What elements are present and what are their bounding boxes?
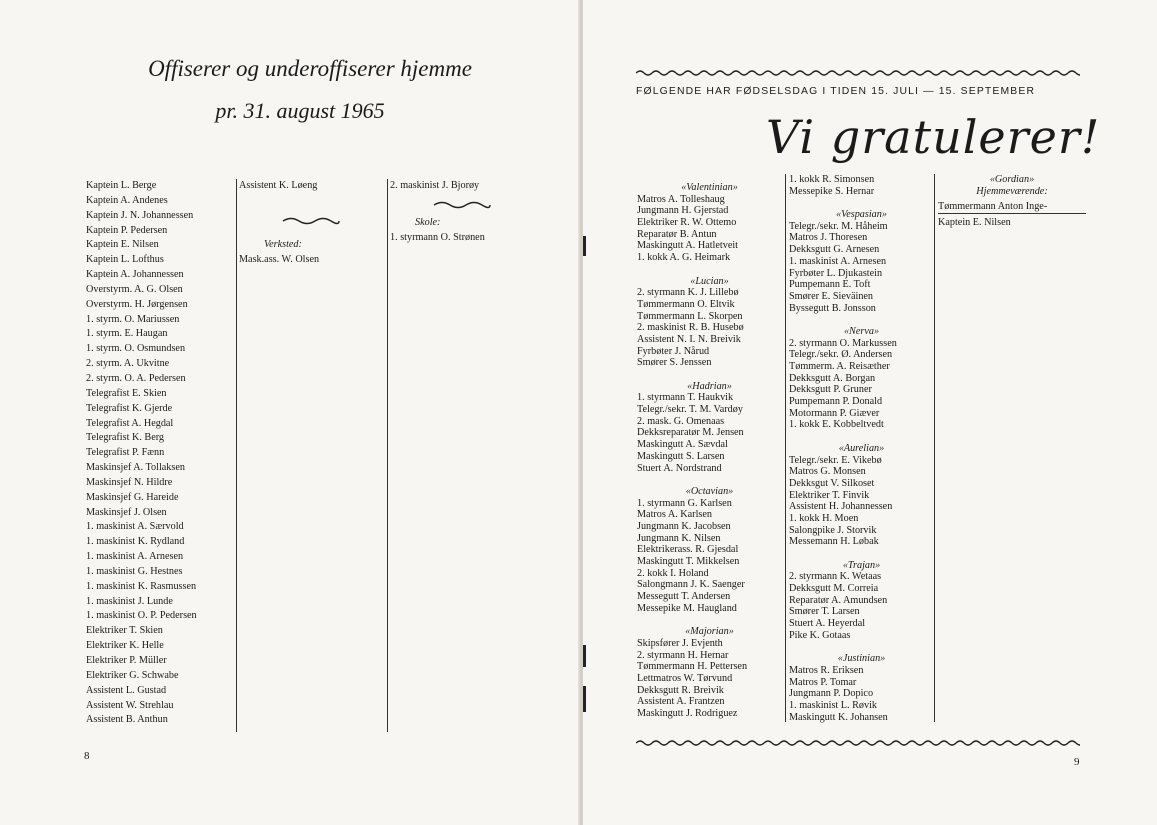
list-item: 2. styrmann O. Markussen bbox=[789, 337, 897, 349]
list-item: Assistent K. Løeng bbox=[239, 180, 318, 191]
ship-name: «Valentinian» bbox=[681, 182, 738, 193]
list-item: 2. styrmann K. Wetaas bbox=[789, 571, 882, 583]
birthday-heading: FØLGENDE HAR FØDSELSDAG I TIDEN 15. JULI — 15. SEPTEMBER bbox=[636, 86, 1036, 97]
list-item: Tømmermann O. Eltvik bbox=[637, 298, 735, 310]
list-item: Lettmatros W. Tørvund bbox=[637, 672, 733, 684]
list-item: 1. maskinist L. Røvik bbox=[789, 699, 878, 711]
list-item: 1. maskinist A. Arnesen bbox=[789, 255, 887, 267]
list-item: Reparatør A. Amundsen bbox=[789, 594, 888, 606]
list-item: Matros A. Karlsen bbox=[637, 509, 712, 521]
list-item: 1. kokk E. Kobbeltvedt bbox=[789, 419, 884, 431]
list-item: 1. kokk H. Moen bbox=[789, 512, 859, 524]
ship-name: «Hadrian» bbox=[687, 380, 732, 392]
list-item: 2. styrmann K. J. Lillebø bbox=[637, 287, 739, 299]
margin-mark bbox=[583, 686, 586, 712]
bottom-ornament-rule bbox=[636, 734, 1080, 742]
list-item: Kaptein L. Berge bbox=[86, 180, 157, 191]
ship-name: «Justinian» bbox=[837, 653, 886, 665]
list-item: Elektriker G. Schwabe bbox=[86, 669, 179, 681]
list-item: Telegr./sekr. T. M. Vardøy bbox=[637, 404, 743, 416]
list-item: 1. maskinist A. Arnesen bbox=[86, 551, 184, 563]
list-item: Assistent H. Johannessen bbox=[789, 501, 893, 513]
top-ornament-rule bbox=[636, 64, 1080, 72]
page-number-right: 9 bbox=[1074, 756, 1080, 768]
list-item: Pike K. Gotaas bbox=[789, 629, 851, 641]
list-item: 1. maskinist G. Hestnes bbox=[86, 565, 183, 577]
list-item: Assistent B. Anthun bbox=[86, 714, 168, 726]
list-item: 1. maskinist O. P. Pedersen bbox=[86, 610, 197, 622]
skole-heading: Skole: bbox=[415, 216, 441, 228]
list-item: Fyrbøter J. Nårud bbox=[637, 345, 710, 357]
list-item: Maskinsjef N. Hildre bbox=[86, 476, 173, 488]
list-item: 1. styrmann O. Strønen bbox=[390, 231, 485, 243]
list-item: Dekksgut V. Silkoset bbox=[789, 477, 875, 489]
ship-name: «Trajan» bbox=[842, 559, 881, 571]
list-item: Dekksgutt R. Breivik bbox=[637, 684, 724, 696]
list-item: Assistent L. Gustad bbox=[86, 684, 167, 696]
list-item: Telegrafist P. Fænn bbox=[86, 447, 165, 459]
list-item: Messepike S. Hernar bbox=[789, 185, 875, 197]
list-item: Smører E. Sieväinen bbox=[789, 290, 874, 302]
list-item: 1. maskinist K. Rydland bbox=[86, 536, 185, 548]
list-item: Assistent N. I. N. Breivik bbox=[637, 333, 741, 345]
list-item: Elektriker K. Helle bbox=[86, 640, 164, 652]
list-item: 2. maskinist J. Bjorøy bbox=[390, 180, 480, 191]
officer-list-column-1 bbox=[86, 179, 228, 728]
margin-mark bbox=[583, 645, 586, 667]
list-item: Telegrafist K. Gjerde bbox=[86, 402, 173, 414]
list-item: Pumpemann E. Toft bbox=[789, 279, 871, 291]
list-item: Maskinsjef A. Tollaksen bbox=[86, 462, 185, 474]
list-item: 2. styrm. A. Ukvitne bbox=[86, 358, 170, 370]
list-item: Jungmann K. Jacobsen bbox=[637, 520, 731, 532]
ship-name: «Aurelian» bbox=[838, 442, 885, 454]
list-item: Maskinsjef G. Hareide bbox=[86, 491, 179, 503]
list-item: 1. maskinist A. Særvold bbox=[86, 521, 184, 533]
list-item: Stuert A. Nordstrand bbox=[637, 462, 722, 474]
list-item: Telegr./sekr. Ø. Andersen bbox=[789, 349, 893, 361]
ship-name: «Lucian» bbox=[690, 275, 729, 287]
list-item: Matros G. Monsen bbox=[789, 466, 866, 478]
verksted-heading: Verksted: bbox=[264, 238, 302, 250]
ship-name: «Nerva» bbox=[843, 325, 880, 337]
list-item: 1. styrmann G. Karlsen bbox=[637, 497, 732, 509]
congratulations-title: Vi gratulerer! bbox=[766, 110, 1101, 164]
list-item: Motormann P. Giæver bbox=[789, 407, 880, 419]
list-item: Telegr./sekr. E. Vikebø bbox=[789, 454, 882, 466]
list-item: Matros P. Tomar bbox=[789, 676, 857, 688]
list-item: Jungmann P. Dopico bbox=[789, 688, 874, 700]
list-item: Assistent A. Frantzen bbox=[637, 696, 725, 708]
list-item: Elektrikerass. R. Gjesdal bbox=[637, 544, 739, 556]
list-item: Kaptein P. Pedersen bbox=[86, 224, 168, 236]
ornament-divider bbox=[390, 194, 530, 216]
list-item: Maskingutt T. Mikkelsen bbox=[637, 556, 740, 567]
officer-list-column-3 bbox=[387, 179, 530, 732]
list-item: Tømmerm. A. Reisæther bbox=[789, 361, 890, 372]
list-item: Stuert A. Heyerdal bbox=[789, 618, 866, 630]
list-item: Dekksgutt P. Gruner bbox=[789, 384, 872, 396]
list-item: Matros J. Thoresen bbox=[789, 232, 868, 244]
list-item: Elektriker T. Finvik bbox=[789, 489, 870, 501]
hjemme-heading: Hjemmeværende: bbox=[976, 185, 1048, 197]
list-item: 2. styrmann H. Hernar bbox=[637, 649, 729, 661]
list-item: Maskingutt A. Sævdal bbox=[637, 439, 728, 451]
list-item: Assistent W. Strehlau bbox=[86, 699, 174, 711]
left-title: Offiserer og underoffiserer hjemme bbox=[148, 56, 472, 81]
list-item: Tømmermann L. Skorpen bbox=[637, 310, 743, 322]
list-item: Tømmermann Anton Inge- bbox=[938, 201, 1048, 213]
list-item: Pumpemann P. Donald bbox=[789, 396, 883, 408]
list-item: Tømmermann H. Pettersen bbox=[637, 661, 748, 673]
list-item: Dekksgutt G. Arnesen bbox=[789, 244, 880, 256]
list-item: Jungmann H. Gjerstad bbox=[637, 205, 729, 217]
list-item: 2. maskinist R. B. Husebø bbox=[637, 322, 744, 334]
list-item: Jungmann K. Nilsen bbox=[637, 532, 721, 544]
list-item: 1. kokk R. Simonsen bbox=[789, 174, 875, 185]
list-item: Elektriker T. Skien bbox=[86, 625, 163, 637]
list-item: Mask.ass. W. Olsen bbox=[239, 253, 320, 265]
list-item: Maskingutt J. Rodriguez bbox=[637, 707, 738, 719]
list-item: Byssegutt B. Jonsson bbox=[789, 302, 876, 314]
list-item: Messemann H. Løbak bbox=[789, 536, 879, 548]
list-item: 1. styrm. O. Osmundsen bbox=[86, 343, 186, 355]
list-item: 1. styrmann T. Haukvik bbox=[637, 392, 734, 404]
list-item: Messepike M. Haugland bbox=[637, 602, 737, 614]
list-item: Dekksgutt A. Borgan bbox=[789, 372, 876, 384]
list-item: Maskingutt S. Larsen bbox=[637, 450, 725, 462]
list-item: 2. kokk I. Holand bbox=[637, 567, 709, 579]
ship-name: «Gordian» bbox=[989, 174, 1035, 185]
birthday-column-2 bbox=[785, 174, 934, 722]
list-item: 1. kokk A. G. Heimark bbox=[637, 252, 731, 264]
list-item: Matros A. Tolleshaug bbox=[637, 193, 725, 205]
list-item: Telegr./sekr. M. Håheim bbox=[789, 220, 888, 232]
list-item: Telegrafist K. Berg bbox=[86, 432, 165, 444]
list-item: Salongpike J. Storvik bbox=[789, 524, 877, 536]
list-item: 1. maskinist K. Rasmussen bbox=[86, 580, 197, 592]
list-item: Telegrafist E. Skien bbox=[86, 387, 167, 399]
ship-name: «Octavian» bbox=[685, 485, 734, 497]
list-item: Smører T. Larsen bbox=[789, 606, 860, 618]
left-subtitle-date: pr. 31. august 1965 bbox=[215, 98, 385, 123]
list-item: Dekksreparatør M. Jensen bbox=[637, 427, 744, 439]
list-item: Kaptein E. Nilsen bbox=[86, 239, 159, 251]
margin-mark bbox=[583, 236, 586, 256]
list-item: Salongmann J. K. Saenger bbox=[637, 579, 745, 591]
list-item: Smører S. Jenssen bbox=[637, 357, 712, 369]
list-item: 1. maskinist J. Lunde bbox=[86, 595, 173, 607]
list-item: Overstyrm. A. G. Olsen bbox=[86, 283, 183, 295]
list-item: Maskinsjef J. Olsen bbox=[86, 506, 167, 518]
list-item: Kaptein A. Andenes bbox=[86, 194, 168, 206]
list-item: 1. styrm. O. Mariussen bbox=[86, 313, 180, 325]
list-item: Overstyrm. H. Jørgensen bbox=[86, 298, 188, 310]
list-item: Reparatør B. Antun bbox=[637, 228, 717, 240]
ship-name: «Majorian» bbox=[685, 626, 734, 638]
list-item: Maskingutt K. Johansen bbox=[789, 711, 888, 723]
list-item: Fyrbøter L. Djukastein bbox=[789, 267, 883, 279]
list-item: 2. styrm. O. A. Pedersen bbox=[86, 372, 186, 384]
list-item: Elektriker P. Müller bbox=[86, 655, 167, 666]
list-item: Kaptein J. N. Johannessen bbox=[86, 209, 194, 221]
ship-name: «Vespasian» bbox=[836, 209, 887, 221]
list-item: 2. mask. G. Omenaas bbox=[637, 415, 725, 427]
list-item: Messegutt T. Andersen bbox=[637, 591, 731, 603]
list-item: Kaptein E. Nilsen bbox=[938, 217, 1011, 229]
list-item: Elektriker R. W. Ottemo bbox=[637, 217, 737, 229]
list-item: 1. styrm. E. Haugan bbox=[86, 328, 168, 340]
officer-list-column-2 bbox=[236, 179, 384, 732]
list-item: Telegrafist A. Hegdal bbox=[86, 417, 174, 429]
list-item: Kaptein A. Johannessen bbox=[86, 269, 184, 281]
birthday-column-1 bbox=[637, 182, 782, 720]
list-item: Matros R. Eriksen bbox=[789, 664, 864, 676]
birthday-column-3 bbox=[934, 174, 1086, 722]
list-item: Maskingutt A. Hatletveit bbox=[637, 240, 739, 252]
list-item: Dekksgutt M. Correia bbox=[789, 583, 879, 595]
page-number-left: 8 bbox=[84, 750, 90, 762]
ornament-divider bbox=[239, 194, 384, 238]
list-item: Skipsfører J. Evjenth bbox=[637, 637, 723, 649]
list-item: Kaptein L. Lofthus bbox=[86, 254, 164, 266]
